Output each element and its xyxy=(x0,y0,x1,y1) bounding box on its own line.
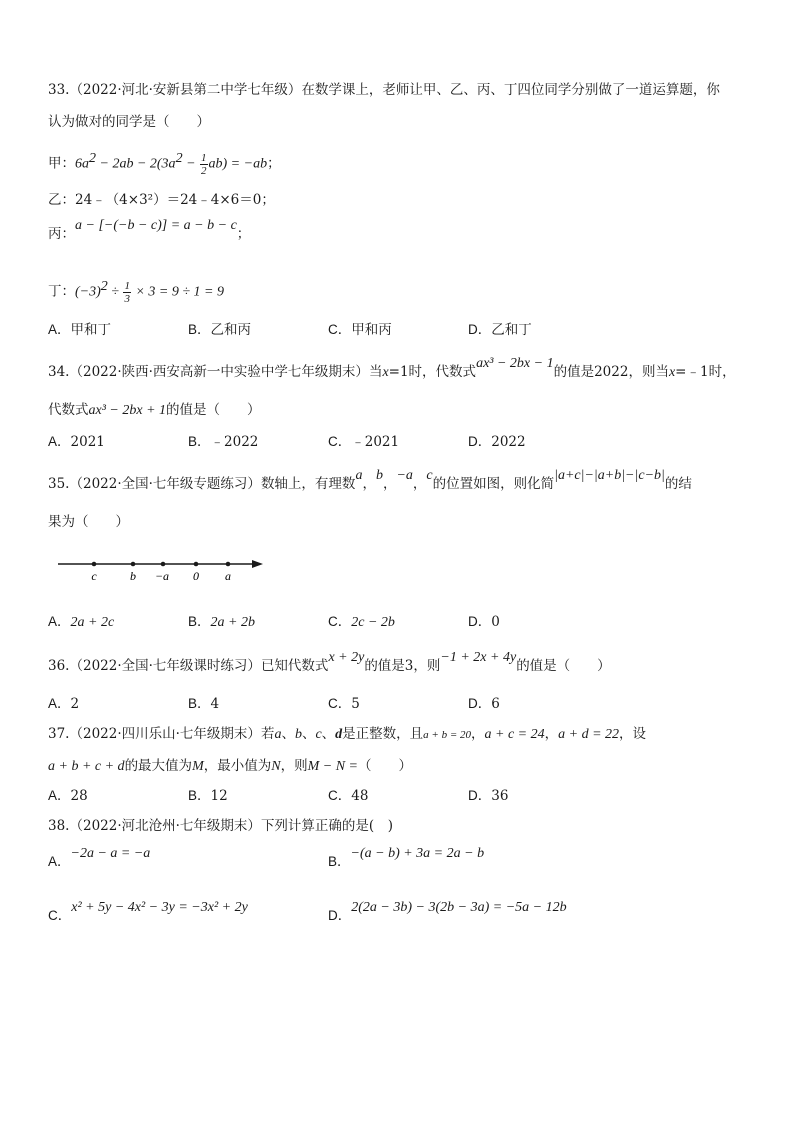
q33-item-bing xyxy=(48,218,251,245)
q36-source: （2022·全国·七年级课时练习） xyxy=(69,658,261,674)
q37-line1 xyxy=(48,724,646,745)
q35-number: 35. xyxy=(48,476,70,492)
q35-option-a[interactable]: A．2a + 2c xyxy=(48,614,115,630)
q38-line1 xyxy=(48,816,393,836)
q34-line1 xyxy=(48,356,736,383)
label-c: c xyxy=(91,569,97,583)
q37-sep3: 、 xyxy=(321,726,336,742)
q37-number: 37. xyxy=(48,726,70,742)
q35-sep2: ， xyxy=(382,476,397,492)
q33-ding-expr-a: (−3) xyxy=(75,284,101,300)
point-neg-a xyxy=(161,562,166,567)
q37-eq3: a + d = 22 xyxy=(558,727,620,742)
q33-stem: 在数学课上，老师让甲、乙、丙、丁四位同学分别做了一道运算题，你 xyxy=(301,82,720,98)
q33-item-ding: 丁：$(-3)^2$ ÷ $\frac{1}{3}$ × 3 = 9 ÷ 1 = 9 xyxy=(48,279,224,305)
q37-option-a[interactable]: A．28 xyxy=(48,788,88,804)
q34-expr2: ax³ − 2bx + 1 xyxy=(88,403,167,418)
q34-source: （2022·陕西·西安高新一中实验中学七年级期末） xyxy=(69,364,369,380)
q36-expr2: −1 + 2x + 4y xyxy=(440,650,517,665)
q37-var-b: b xyxy=(294,727,302,742)
q37-eq2: a + c = 24 xyxy=(484,727,545,742)
q34-line2-a: 代数式 xyxy=(48,402,89,418)
q35-var-neg-a: −a xyxy=(396,468,413,483)
label-neg-a: −a xyxy=(154,569,170,583)
q33-jia-label: 甲： xyxy=(48,155,75,172)
q34-var-x1: x xyxy=(382,365,389,380)
q33-option-a[interactable]: A．甲和丁 xyxy=(48,322,112,338)
q34-option-a[interactable]: A．2021 xyxy=(48,434,105,450)
q33-ding-label: 丁： xyxy=(48,283,75,300)
q37-diff-expr: M − N = xyxy=(307,759,358,774)
q37-sum-expr: a + b + c + d xyxy=(48,759,125,774)
q36-stem-c: 的值是（ ） xyxy=(516,658,611,674)
q35-sep1: ， xyxy=(362,476,376,492)
number-line-figure xyxy=(58,556,268,586)
q33-bing-label: 丙： xyxy=(48,226,75,242)
q34-stem-a: 当 xyxy=(368,364,383,380)
q33-jia-expr-a: 6a xyxy=(75,156,89,172)
label-zero: 0 xyxy=(193,569,199,583)
q33-option-d[interactable]: D．乙和丁 xyxy=(468,322,532,338)
q35-stem-a: 数轴上，有理数 xyxy=(260,476,356,492)
q33-ding-expr-c: × 3 = 9 ÷ 1 = 9 xyxy=(131,284,224,300)
q38-option-d[interactable]: D．2(2a − 3b) − 3(2b − 3a) = −5a − 12b xyxy=(328,900,567,923)
q38-option-a[interactable]: A．−2a − a = −a xyxy=(48,846,151,869)
q35-option-d[interactable]: D．0 xyxy=(468,614,500,630)
q36-option-d[interactable]: D．6 xyxy=(468,696,500,712)
q37-option-c[interactable]: C．48 xyxy=(328,788,369,804)
q34-stem-c: 的值是2022，则当 xyxy=(553,364,669,380)
q33-jia-expr-d: ab) = −ab xyxy=(208,156,268,172)
q37-eq1: a + b = 20 xyxy=(423,729,472,741)
q36-number: 36. xyxy=(48,658,70,674)
q35-var-a: a xyxy=(355,468,363,483)
q35-line2: 果为（ ） xyxy=(48,514,129,530)
q35-var-c: c xyxy=(426,468,433,483)
q38-option-b[interactable]: B．−(a − b) + 3a = 2a − b xyxy=(328,846,485,869)
q37-line2-b: ，最小值为 xyxy=(203,758,272,774)
q36-option-b[interactable]: B．4 xyxy=(188,696,220,712)
q35-expr: |a+c|−|a+b|−|c−b| xyxy=(554,468,665,483)
q34-option-c[interactable]: C．﹣2021 xyxy=(328,434,400,450)
q35-line1 xyxy=(48,468,692,495)
q38-source: （2022·河北沧州·七年级期末） xyxy=(69,818,261,834)
q37-stem-c: ，设 xyxy=(619,726,647,742)
q38-number: 38. xyxy=(48,818,70,834)
q34-var-x2: x xyxy=(668,365,676,380)
q33-ding-fraction: $\frac{1}{3}$ xyxy=(124,279,130,305)
q37-var-M: M xyxy=(192,759,204,774)
q33-bing-expr: a − [−(−b − c)] = a − b − c xyxy=(75,218,237,233)
q37-line2-c: ，则 xyxy=(280,758,308,774)
q37-line2 xyxy=(48,756,412,777)
q33-jia-end: ； xyxy=(267,155,281,172)
q33-bing-end: ； xyxy=(236,226,251,242)
q33-line2: 认为做对的同学是（ ） xyxy=(48,114,210,130)
q37-source: （2022·四川乐山·七年级期末） xyxy=(69,726,261,742)
q34-option-b[interactable]: B．﹣2022 xyxy=(188,434,259,450)
q37-stem-a: 若 xyxy=(260,726,275,742)
q33-jia-fraction: $\frac{1}{2}$ xyxy=(201,151,207,177)
q34-expr1: ax³ − 2bx − 1 xyxy=(476,356,554,371)
q35-var-b: b xyxy=(375,468,383,483)
q37-sep2: 、 xyxy=(301,726,316,742)
q33-item-yi: 乙：24﹣（4×3²）＝24﹣4×6＝0； xyxy=(48,192,275,208)
q34-stem-b: =1时，代数式 xyxy=(388,364,477,380)
q34-number: 34. xyxy=(48,364,70,380)
q33-option-c[interactable]: C．甲和丙 xyxy=(328,322,392,338)
q36-option-a[interactable]: A．2 xyxy=(48,696,80,712)
q37-var-a: a xyxy=(274,727,282,742)
q34-stem-d: =﹣1时， xyxy=(675,364,736,380)
q35-stem-c: 的结 xyxy=(664,476,692,492)
q37-sep5: ， xyxy=(544,726,559,742)
label-a: a xyxy=(225,569,231,583)
number-line-arrow-icon xyxy=(252,560,263,568)
label-b: b xyxy=(130,569,136,583)
q33-option-b[interactable]: B．乙和丙 xyxy=(188,322,252,338)
q35-source: （2022·全国·七年级专题练习） xyxy=(69,476,261,492)
q38-option-c[interactable]: C．x² + 5y − 4x² − 3y = −3x² + 2y xyxy=(48,900,248,923)
point-a xyxy=(226,562,231,567)
q33-jia-expr-b: − 2ab − 2(3a xyxy=(96,156,176,172)
q36-option-c[interactable]: C．5 xyxy=(328,696,360,712)
q37-line2-d: （ ） xyxy=(357,758,412,774)
q37-var-d: d xyxy=(335,727,343,742)
q37-var-c: c xyxy=(315,727,322,742)
q37-option-d[interactable]: D．36 xyxy=(468,788,509,804)
q37-stem-b: 是正整数，且 xyxy=(342,726,424,742)
q35-sep3: ， xyxy=(412,476,427,492)
q33-item-jia: 甲：$6a^2 - 2ab - 2(3a^2$ − $\frac{1}{2}$ ab) = −ab； xyxy=(48,151,281,177)
q37-sep1: 、 xyxy=(281,726,295,742)
q33-number: 33. xyxy=(48,82,70,98)
q37-line2-a: 的最大值为 xyxy=(124,758,193,774)
point-zero xyxy=(194,562,199,567)
q38-stem: 下列计算正确的是( ) xyxy=(260,818,393,834)
q33-ding-expr-b: ÷ xyxy=(107,284,123,300)
q37-var-N: N xyxy=(271,759,281,774)
q37-option-b[interactable]: B．12 xyxy=(188,788,228,804)
point-b xyxy=(131,562,136,567)
q37-sep4: ， xyxy=(471,726,485,742)
q33-jia-expr-c: − xyxy=(182,156,200,172)
q33-line1 xyxy=(48,80,720,100)
q35-option-c[interactable]: C．2c − 2b xyxy=(328,614,395,630)
q34-line2 xyxy=(48,400,261,421)
q36-stem-b: 的值是3，则 xyxy=(364,658,441,674)
q36-stem-a: 已知代数式 xyxy=(260,658,329,674)
q33-source: （2022·河北·安新县第二中学七年级） xyxy=(69,82,302,98)
q35-option-b[interactable]: B．2a + 2b xyxy=(188,614,255,630)
q36-expr1: x + 2y xyxy=(328,650,365,665)
q35-stem-b: 的位置如图，则化简 xyxy=(432,476,555,492)
q34-line2-b: 的值是（ ） xyxy=(166,402,261,418)
q36-line1 xyxy=(48,650,611,677)
q34-option-d[interactable]: D．2022 xyxy=(468,434,526,450)
point-c xyxy=(92,562,97,567)
